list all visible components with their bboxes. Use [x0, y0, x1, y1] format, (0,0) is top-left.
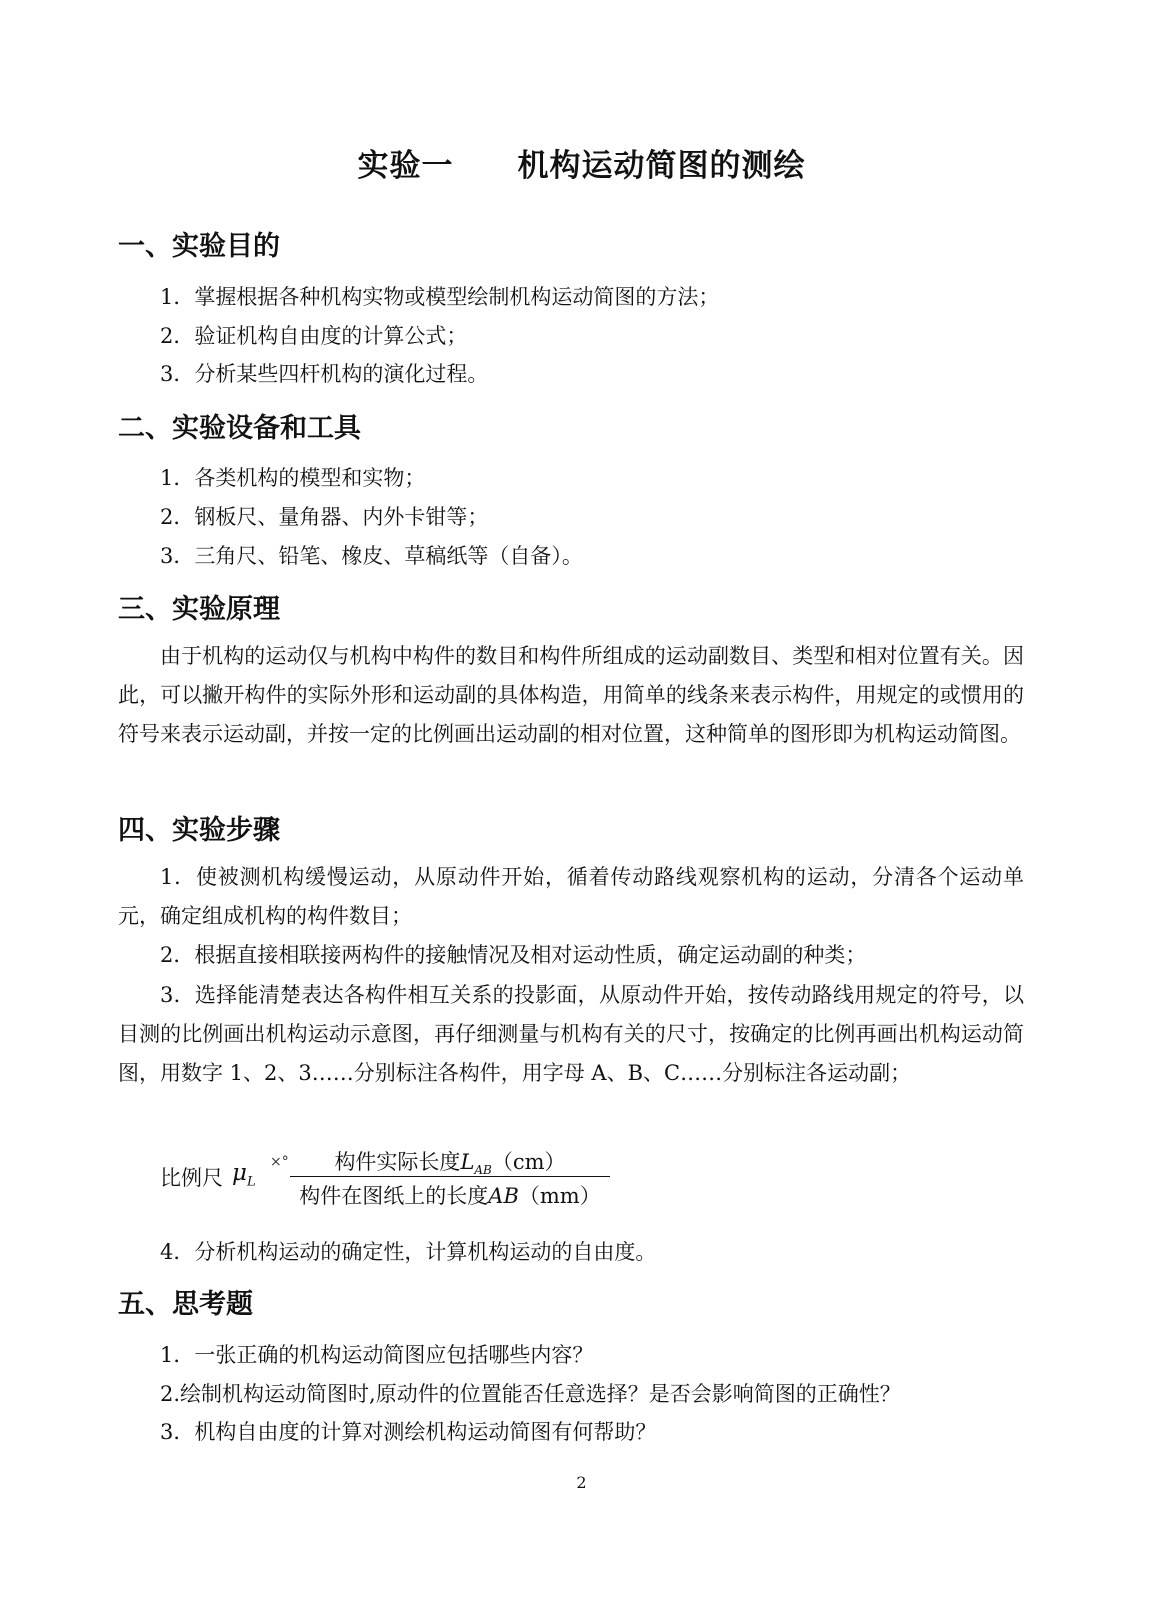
heading-steps: 四、实验步骤	[118, 815, 280, 846]
title-part1: 实验一	[357, 148, 454, 184]
question-2: 2.绘制机构运动简图时,原动件的位置能否任意选择？是否会影响简图的正确性？	[160, 1382, 901, 1406]
step-4: 4．分析机构运动的确定性，计算机构运动的自由度。	[160, 1240, 657, 1264]
step-3: 3．选择能清楚表达各构件相互关系的投影面，从原动件开始，按传动路线用规定的符号，以目测的比例画出机构运动示意图，再仔细测量与机构有关的尺寸，按确定的比例再画出机构运动简图，用数字 1、2、3……分别标注各构件，用字母 A、B、C……分别标注各运动副；	[118, 983, 1024, 1085]
principle-paragraph: 由于机构的运动仅与机构中构件的数目和构件所组成的运动副数目、类型和相对位置有关。因此，可以撇开构件的实际外形和运动副的具体构造，用简单的线条来表示构件，用规定的或惯用的符号来表示运动副，并按一定的比例画出运动副的相对位置，这种简单的图形即为机构运动简图。	[118, 644, 1024, 746]
title-part2: 机构运动简图的测绘	[517, 148, 806, 184]
formula-label: 比例尺	[160, 1166, 223, 1190]
purpose-item-2: 2．验证机构自由度的计算公式；	[160, 324, 468, 348]
equipment-item-1: 1．各类机构的模型和实物；	[160, 466, 426, 490]
purpose-item-3: 3．分析某些四杆机构的演化过程。	[160, 362, 489, 386]
question-3: 3．机构自由度的计算对测绘机构运动简图有何帮助？	[160, 1420, 657, 1444]
question-1: 1．一张正确的机构运动简图应包括哪些内容？	[160, 1343, 594, 1367]
formula-denominator: 构件在图纸上的长度AB（mm）	[299, 1184, 601, 1208]
fraction-bar	[290, 1176, 610, 1177]
formula-symbol: $\mu_L$	[232, 1160, 256, 1190]
equipment-item-2: 2．钢板尺、量角器、内外卡钳等；	[160, 505, 489, 529]
heading-equipment: 二、实验设备和工具	[118, 413, 361, 444]
heading-purpose: 一、实验目的	[118, 231, 280, 262]
formula-equals: ×°	[270, 1154, 289, 1170]
heading-questions: 五、思考题	[118, 1289, 253, 1320]
purpose-item-1: 1．掌握根据各种机构实物或模型绘制机构运动简图的方法；	[160, 285, 720, 309]
step-1: 1．使被测机构缓慢运动，从原动件开始，循着传动路线观察机构的运动，分清各个运动单元，确定组成机构的构件数目；	[118, 865, 1024, 928]
scale-formula	[160, 1148, 640, 1218]
equipment-item-3: 3．三角尺、铅笔、橡皮、草稿纸等（自备）。	[160, 544, 583, 568]
formula-numerator: 构件实际长度$L_{AB}(cm)$	[334, 1150, 566, 1178]
heading-principle: 三、实验原理	[118, 594, 280, 625]
page-title	[0, 140, 1163, 185]
page-number: 2	[576, 1473, 587, 1492]
step-2: 2．根据直接相联接两构件的接触情况及相对运动性质，确定运动副的种类；	[160, 943, 867, 967]
